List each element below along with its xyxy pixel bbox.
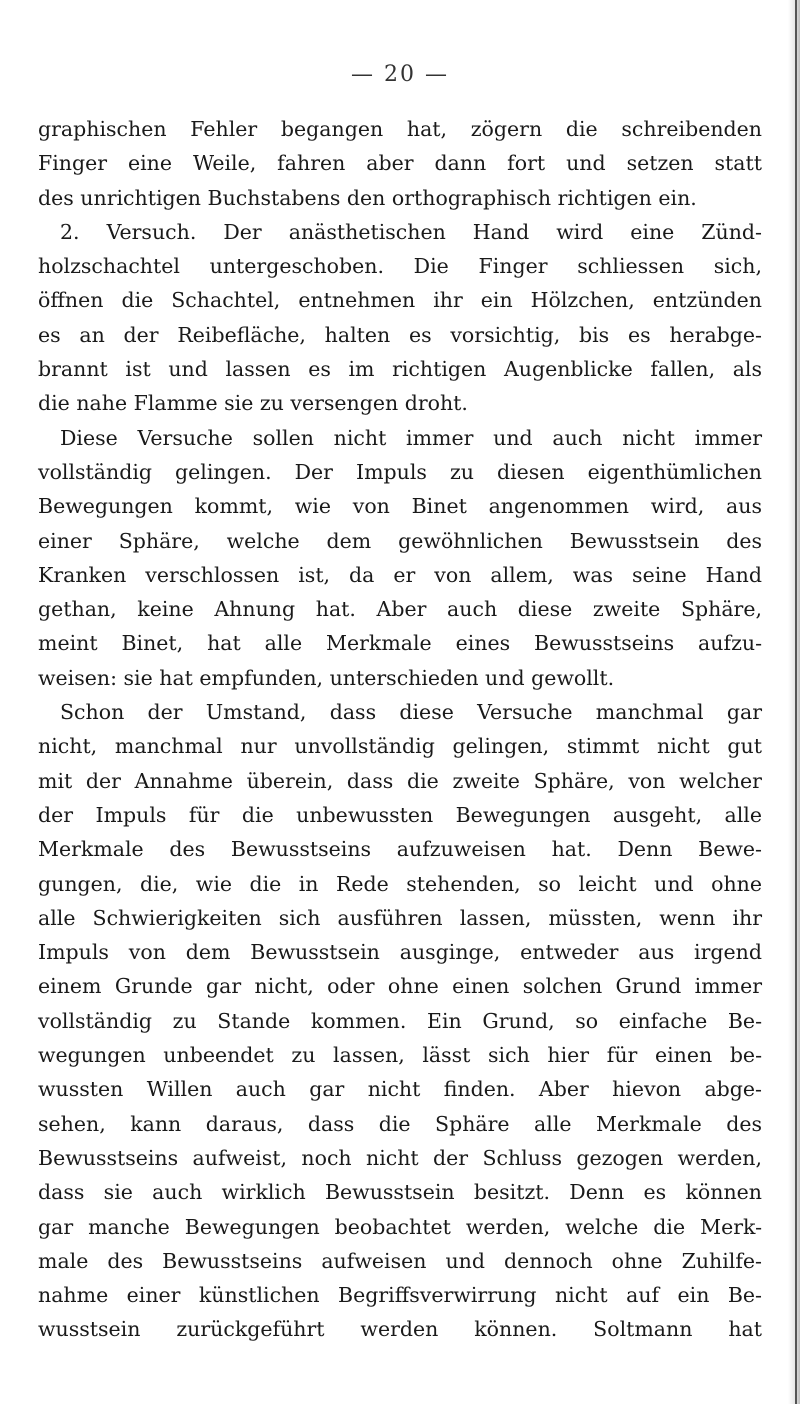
- text-line: vollständig gelingen. Der Impuls zu diesen eigenthümlichen: [38, 459, 762, 484]
- text-line: Bewusstseins aufweist, noch nicht der Schluss gezogen werden,: [38, 1145, 762, 1170]
- text-line: dass sie auch wirklich Bewusstsein besitzt. Denn es können: [38, 1180, 762, 1205]
- page-edge-shadow: [788, 0, 800, 1404]
- text-line: Impuls von dem Bewusstsein ausginge, entweder aus irgend: [38, 940, 762, 965]
- text-line: mit der Annahme überein, dass die zweite Sphäre, von welcher: [38, 768, 762, 793]
- text-line: Schon der Umstand, dass diese Versuche manchmal gar: [60, 700, 762, 725]
- text-line: 2. Versuch. Der anästhetischen Hand wird eine Zünd-: [60, 219, 762, 244]
- page-edge-line: [795, 0, 797, 1404]
- text-line: meint Binet, hat alle Merkmale eines Bewusstseins aufzu-: [38, 631, 762, 656]
- text-line: gethan, keine Ahnung hat. Aber auch diese zweite Sphäre,: [38, 597, 762, 622]
- text-line: es an der Reibefläche, halten es vorsichtig, bis es herabge-: [38, 322, 762, 347]
- text-line: einer Sphäre, welche dem gewöhnlichen Bewusstsein des: [38, 528, 762, 553]
- text-line: alle Schwierigkeiten sich ausführen lassen, müssten, wenn ihr: [38, 905, 762, 930]
- text-line: der Impuls für die unbewussten Bewegungen ausgeht, alle: [38, 802, 762, 827]
- text-line: Finger eine Weile, fahren aber dann fort und setzen statt: [38, 151, 762, 176]
- text-line: brannt ist und lassen es im richtigen Augenblicke fallen, als: [38, 357, 762, 382]
- text-line: Bewegungen kommt, wie von Binet angenommen wird, aus: [38, 494, 762, 519]
- text-line: sehen, kann daraus, dass die Sphäre alle Merkmale des: [38, 1111, 762, 1136]
- text-line: des unrichtigen Buchstabens den orthographisch richtigen ein.: [38, 185, 697, 210]
- text-line: nicht, manchmal nur unvollständig gelingen, stimmt nicht gut: [38, 734, 762, 759]
- page-number: — 20 —: [351, 62, 449, 87]
- text-line: einem Grunde gar nicht, oder ohne einen solchen Grund immer: [38, 974, 762, 999]
- text-line: Merkmale des Bewusstseins aufzuweisen hat. Denn Bewe-: [38, 837, 762, 862]
- text-line: gar manche Bewegungen beobachtet werden, welche die Merk-: [38, 1214, 762, 1239]
- text-line: wegungen unbeendet zu lassen, lässt sich hier für einen be-: [38, 1043, 762, 1068]
- text-line: vollständig zu Stande kommen. Ein Grund, so einfache Be-: [38, 1008, 762, 1033]
- text-line: nahme einer künstlichen Begriffsverwirrung nicht auf ein Be-: [38, 1283, 762, 1308]
- text-line: weisen: sie hat empfunden, unterschieden und gewollt.: [38, 665, 615, 690]
- text-line: die nahe Flamme sie zu versengen droht.: [38, 391, 468, 416]
- text-line: Diese Versuche sollen nicht immer und auch nicht immer: [60, 425, 762, 450]
- text-line: wusstsein zurückgeführt werden können. Soltmann hat: [38, 1317, 762, 1342]
- body-text: [38, 112, 762, 1347]
- text-line: male des Bewusstseins aufweisen und dennoch ohne Zuhilfe-: [38, 1248, 762, 1273]
- text-line: holzschachtel untergeschoben. Die Finger schliessen sich,: [38, 254, 762, 279]
- text-line: graphischen Fehler begangen hat, zögern die schreibenden: [38, 117, 762, 141]
- text-line: Kranken verschlossen ist, da er von allem, was seine Hand: [38, 562, 762, 587]
- text-line: wussten Willen auch gar nicht finden. Aber hievon abge-: [38, 1077, 762, 1102]
- text-line: gungen, die, wie die in Rede stehenden, so leicht und ohne: [38, 871, 762, 896]
- text-line: öffnen die Schachtel, entnehmen ihr ein Hölzchen, entzünden: [38, 288, 762, 313]
